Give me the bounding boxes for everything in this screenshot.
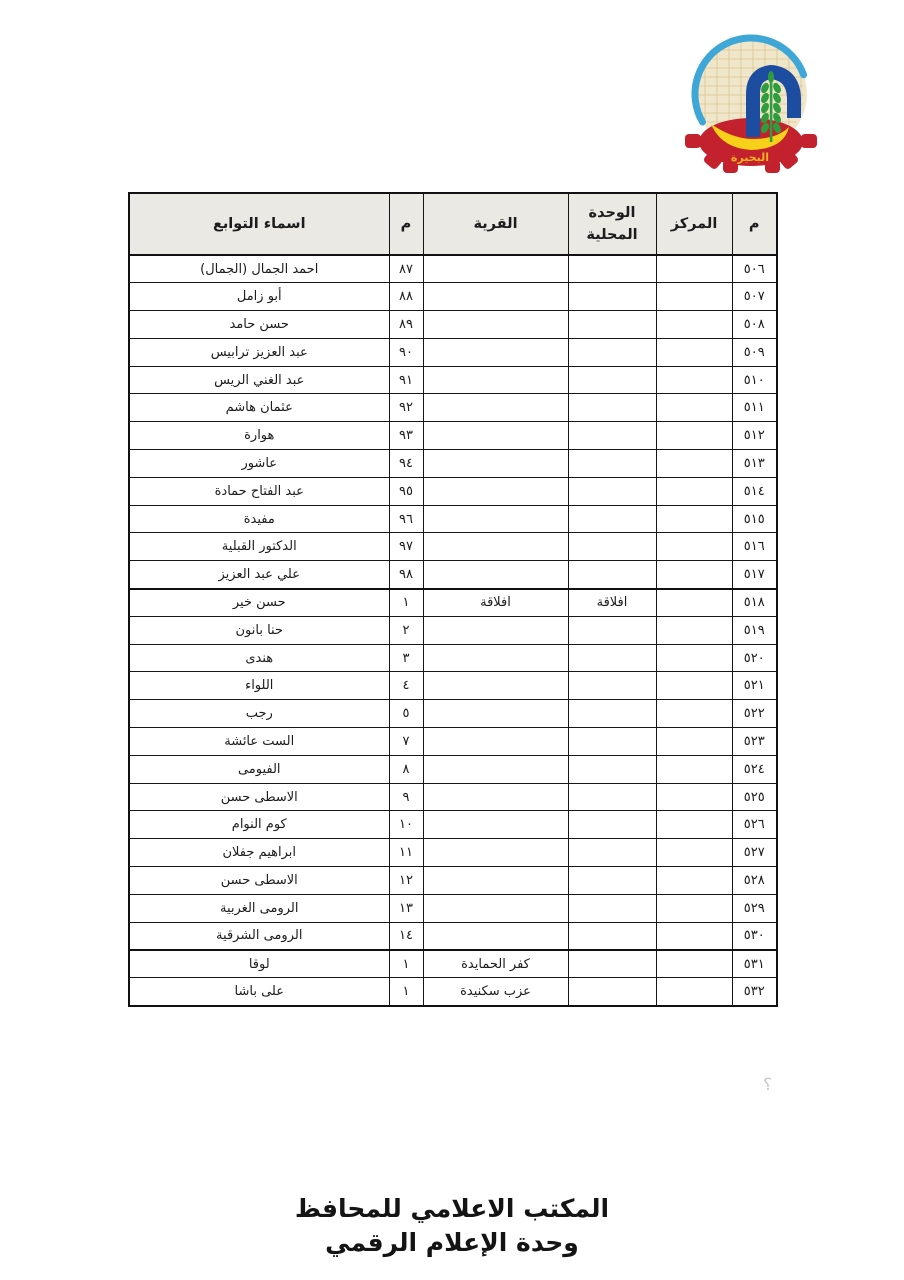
cell-village [423,450,568,478]
cell-village [423,644,568,672]
cell-center [656,311,732,339]
cell-village [423,338,568,366]
cell-serial: ٥٢٦ [732,811,777,839]
cell-unit [568,728,656,756]
logo-banner-text: البحيرة [730,151,770,164]
cell-village: افلاقة [423,589,568,617]
cell-unit [568,894,656,922]
cell-num: ١ [389,950,423,978]
cell-serial: ٥٣١ [732,950,777,978]
cell-names: الاسطى حسن [129,867,389,895]
cell-num: ٣ [389,644,423,672]
cell-names: عبد العزيز ترابيس [129,338,389,366]
cell-num: ١١ [389,839,423,867]
cell-serial: ٥١٦ [732,533,777,561]
cell-unit [568,811,656,839]
cell-num: ٨ [389,755,423,783]
cell-names: الدكتور القبلية [129,533,389,561]
cell-num: ٩٣ [389,422,423,450]
table-row [129,311,777,339]
cell-village [423,505,568,533]
cell-village [423,283,568,311]
cell-names: الاسطى حسن [129,783,389,811]
cell-names: حسن خير [129,589,389,617]
table-row [129,811,777,839]
cell-center [656,533,732,561]
cell-unit [568,283,656,311]
cell-unit [568,700,656,728]
table-row [129,672,777,700]
table-row [129,589,777,617]
table-row [129,894,777,922]
cell-village [423,311,568,339]
table-row [129,839,777,867]
cell-names: حسن حامد [129,311,389,339]
cell-num: ٩ [389,783,423,811]
cell-center [656,755,732,783]
cell-village [423,422,568,450]
cell-num: ٩٤ [389,450,423,478]
table-row [129,422,777,450]
cell-serial: ٥٠٦ [732,255,777,283]
cell-village [423,477,568,505]
table-row [129,283,777,311]
cell-names: الست عائشة [129,728,389,756]
cell-center [656,505,732,533]
table-row [129,950,777,978]
cell-center [656,450,732,478]
table-row [129,728,777,756]
cell-unit [568,978,656,1006]
cell-num: ٩١ [389,366,423,394]
cell-center [656,338,732,366]
cell-unit [568,755,656,783]
cell-names: مفيدة [129,505,389,533]
cell-village [423,867,568,895]
cell-center [656,366,732,394]
header-village: القرية [423,193,568,255]
cell-village: كفر الحمايدة [423,950,568,978]
cell-unit [568,366,656,394]
table-row [129,700,777,728]
cell-serial: ٥١٢ [732,422,777,450]
cell-village [423,533,568,561]
cell-village [423,700,568,728]
cell-village [423,728,568,756]
table-row [129,561,777,589]
cell-center [656,950,732,978]
cell-serial: ٥١٩ [732,616,777,644]
cell-num: ٨٨ [389,283,423,311]
cell-num: ٩٢ [389,394,423,422]
table-row [129,644,777,672]
cell-serial: ٥٢٧ [732,839,777,867]
cell-unit [568,505,656,533]
cell-center [656,394,732,422]
cell-num: ٧ [389,728,423,756]
page-footer [0,1192,904,1260]
cell-center [656,283,732,311]
header-center: المركز [656,193,732,255]
cell-center [656,700,732,728]
cell-village [423,839,568,867]
cell-num: ٢ [389,616,423,644]
table-row [129,477,777,505]
cell-names: ابراهيم جفلان [129,839,389,867]
cell-names: عبد الفتاح حمادة [129,477,389,505]
table-row [129,338,777,366]
cell-village [423,894,568,922]
cell-num: ٨٧ [389,255,423,283]
cell-unit [568,922,656,950]
cell-unit [568,839,656,867]
cell-center [656,672,732,700]
table-row [129,366,777,394]
cell-serial: ٥٠٩ [732,338,777,366]
cell-serial: ٥٢٨ [732,867,777,895]
header-names: اسماء التوابع [129,193,389,255]
cell-center [656,589,732,617]
cell-center [656,477,732,505]
cell-village [423,255,568,283]
table-row [129,922,777,950]
header-serial: م [732,193,777,255]
cell-num: ٩٧ [389,533,423,561]
cell-names: هوارة [129,422,389,450]
table-row [129,255,777,283]
cell-serial: ٥٢٣ [732,728,777,756]
cell-serial: ٥١٠ [732,366,777,394]
cell-center [656,839,732,867]
cell-center [656,978,732,1006]
cell-serial: ٥١٧ [732,561,777,589]
table-row [129,450,777,478]
cell-names: الرومى الغربية [129,894,389,922]
table-header-row [129,193,777,255]
cell-village [423,922,568,950]
cell-unit [568,672,656,700]
cell-names: حنا بانون [129,616,389,644]
cell-serial: ٥٢٤ [732,755,777,783]
table-row [129,616,777,644]
cell-center [656,867,732,895]
cell-village [423,755,568,783]
footer-line-unit: وحدة الإعلام الرقمي [325,1228,579,1257]
cell-names: هندى [129,644,389,672]
cell-unit [568,561,656,589]
cell-names: عثمان هاشم [129,394,389,422]
cell-serial: ٥١٨ [732,589,777,617]
cell-num: ٩٥ [389,477,423,505]
header-unit: الوحدة المحلية [568,193,656,255]
cell-unit [568,616,656,644]
cell-serial: ٥٢٩ [732,894,777,922]
cell-names: على باشا [129,978,389,1006]
cell-center [656,422,732,450]
cell-unit [568,422,656,450]
cell-unit [568,867,656,895]
cell-names: الرومى الشرقية [129,922,389,950]
table-row [129,755,777,783]
cell-names: الفيومى [129,755,389,783]
cell-unit: افلاقة [568,589,656,617]
cell-serial: ٥٣٢ [732,978,777,1006]
cell-serial: ٥٠٨ [732,311,777,339]
cell-center [656,894,732,922]
table-row [129,978,777,1006]
cell-names: رجب [129,700,389,728]
cell-unit [568,783,656,811]
cell-serial: ٥٢٢ [732,700,777,728]
table-row [129,533,777,561]
cell-serial: ٥٠٧ [732,283,777,311]
table-row [129,867,777,895]
cell-names: علي عبد العزيز [129,561,389,589]
cell-serial: ٥٢٥ [732,783,777,811]
cell-num: ١٠ [389,811,423,839]
cell-center [656,255,732,283]
footer-line-office: المكتب الاعلامي للمحافظ [294,1194,610,1223]
cell-num: ١ [389,978,423,1006]
cell-serial: ٥١٣ [732,450,777,478]
cell-names: أبو زامل [129,283,389,311]
cell-serial: ٥١٤ [732,477,777,505]
table-row [129,505,777,533]
cell-num: ٩٨ [389,561,423,589]
cell-serial: ٥٢٠ [732,644,777,672]
villages-roster-table [128,192,778,1007]
cell-num: ١٣ [389,894,423,922]
cell-num: ١ [389,589,423,617]
cell-unit [568,477,656,505]
cell-serial: ٥١٥ [732,505,777,533]
cell-num: ٨٩ [389,311,423,339]
cell-serial: ٥٣٠ [732,922,777,950]
cell-names: عبد الغني الريس [129,366,389,394]
cell-num: ١٢ [389,867,423,895]
cell-unit [568,533,656,561]
cell-names: اللواء [129,672,389,700]
cell-serial: ٥١١ [732,394,777,422]
cell-num: ٩٦ [389,505,423,533]
cell-center [656,783,732,811]
cell-num: ٤ [389,672,423,700]
scan-artifact-mark: ؟ [763,1075,773,1095]
cell-center [656,811,732,839]
cell-unit [568,950,656,978]
cell-names: كوم النوام [129,811,389,839]
cell-names: عاشور [129,450,389,478]
cell-center [656,728,732,756]
table-row [129,394,777,422]
cell-center [656,922,732,950]
header-num: م [389,193,423,255]
cell-center [656,561,732,589]
cell-village [423,394,568,422]
cell-village [423,561,568,589]
cell-center [656,644,732,672]
cell-num: ٩٠ [389,338,423,366]
cell-serial: ٥٢١ [732,672,777,700]
cell-unit [568,255,656,283]
cell-unit [568,394,656,422]
beheira-governorate-logo [683,34,823,182]
cell-unit [568,311,656,339]
cell-names: احمد الجمال (الجمال) [129,255,389,283]
cell-num: ٥ [389,700,423,728]
cell-village [423,811,568,839]
cell-unit [568,644,656,672]
table-row [129,783,777,811]
cell-names: لوقا [129,950,389,978]
cell-village [423,616,568,644]
cell-village [423,366,568,394]
cell-center [656,616,732,644]
cell-unit [568,338,656,366]
cell-unit [568,450,656,478]
cell-num: ١٤ [389,922,423,950]
cell-village [423,672,568,700]
cell-village: عزب سكنيدة [423,978,568,1006]
cell-village [423,783,568,811]
